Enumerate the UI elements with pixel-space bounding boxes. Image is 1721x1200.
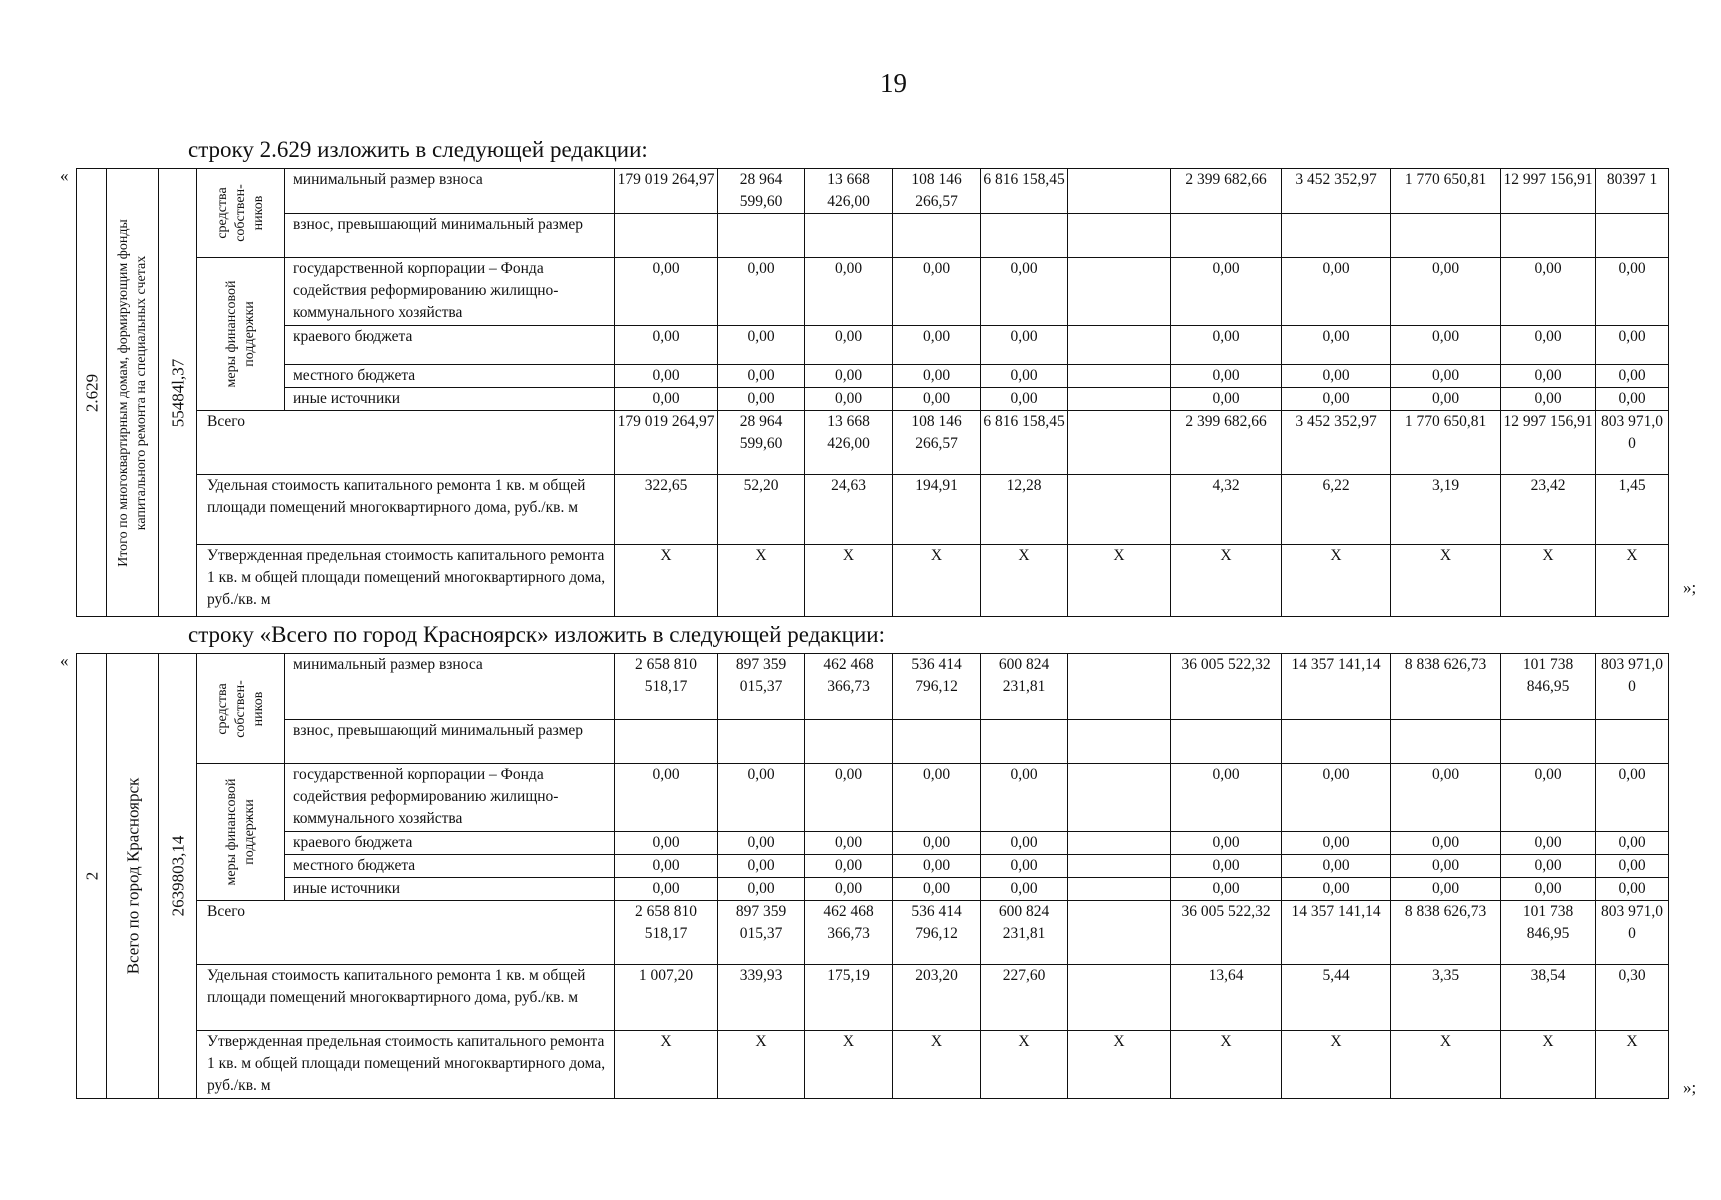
value-cell: 0,00 — [1501, 365, 1596, 388]
value-cell: X — [1391, 545, 1501, 617]
value-cell: 0,00 — [1282, 388, 1391, 411]
value-cell: 0,00 — [1171, 878, 1282, 901]
value-cell: X — [1391, 1031, 1501, 1099]
value-cell: 1,45 — [1596, 475, 1669, 545]
value-cell: 24,63 — [805, 475, 893, 545]
value-cell — [1068, 475, 1171, 545]
value-cell: 0,00 — [1391, 326, 1501, 365]
value-cell: 13 668 426,00 — [805, 411, 893, 475]
row-label: Удельная стоимость капитального ремонта 1 кв. м общей площади помещений многоквартирного дома, руб./кв. м — [197, 475, 615, 545]
section-instruction: строку 2.629 изложить в следующей редакции: — [188, 137, 648, 162]
value-cell — [718, 214, 805, 258]
value-cell: 0,00 — [893, 764, 981, 832]
row-code-cell — [77, 654, 107, 1099]
value-cell: 462 468 366,73 — [805, 901, 893, 965]
value-cell: 14 357 141,14 — [1282, 901, 1391, 965]
value-cell: 3,19 — [1391, 475, 1501, 545]
value-cell: 0,00 — [1391, 878, 1501, 901]
value-cell — [1068, 214, 1171, 258]
row-name: Всего по город Красноярск — [123, 777, 142, 975]
value-cell: 0,00 — [893, 365, 981, 388]
row-label: государственной корпорации – Фонда содействия реформированию жилищно-коммунального хозяйства — [285, 764, 615, 832]
value-cell: 8 838 626,73 — [1391, 654, 1501, 720]
value-cell: 0,00 — [1171, 326, 1282, 365]
value-cell: 4,32 — [1171, 475, 1282, 545]
area-cell — [159, 654, 197, 1099]
row-label: краевого бюджета — [285, 832, 615, 855]
value-cell: 0,00 — [1501, 832, 1596, 855]
value-cell: 28 964 599,60 — [718, 411, 805, 475]
row-label: иные источники — [285, 388, 615, 411]
table-row — [77, 388, 1669, 411]
value-cell: 897 359 015,37 — [718, 901, 805, 965]
value-cell: 0,00 — [893, 388, 981, 411]
value-cell: 536 414 796,12 — [893, 654, 981, 720]
value-cell: 462 468 366,73 — [805, 654, 893, 720]
value-cell: 0,00 — [893, 855, 981, 878]
value-cell: 0,00 — [981, 878, 1068, 901]
value-cell: 12 997 156,91 — [1501, 169, 1596, 214]
value-cell — [1068, 901, 1171, 965]
page-number: 19 — [880, 68, 907, 98]
value-cell: 0,30 — [1596, 965, 1669, 1031]
value-cell: 600 824 231,81 — [981, 654, 1068, 720]
value-cell: 0,00 — [1282, 365, 1391, 388]
value-cell: 1 007,20 — [615, 965, 718, 1031]
value-cell — [1068, 832, 1171, 855]
value-cell: 2 658 810 518,17 — [615, 901, 718, 965]
value-cell: 12,28 — [981, 475, 1068, 545]
value-cell: 0,00 — [1596, 326, 1669, 365]
value-cell: 1 770 650,81 — [1391, 169, 1501, 214]
value-cell: X — [981, 545, 1068, 617]
table-row — [77, 214, 1669, 258]
group-owners-label: средства собствен-ников — [214, 184, 266, 242]
value-cell — [1068, 365, 1171, 388]
row-label: минимальный размер взноса — [285, 654, 615, 720]
value-cell: X — [1282, 545, 1391, 617]
value-cell: 101 738 846,95 — [1501, 901, 1596, 965]
value-cell: 3,35 — [1391, 965, 1501, 1031]
value-cell: 0,00 — [718, 258, 805, 326]
row-name-cell — [107, 169, 159, 617]
value-cell — [615, 720, 718, 764]
value-cell: 0,00 — [805, 258, 893, 326]
value-cell: 194,91 — [893, 475, 981, 545]
value-cell: 600 824 231,81 — [981, 901, 1068, 965]
value-cell — [1391, 214, 1501, 258]
value-cell: 0,00 — [615, 878, 718, 901]
row-label: взнос, превышающий минимальный размер — [285, 720, 615, 764]
value-cell: X — [893, 1031, 981, 1099]
value-cell: 0,00 — [1596, 388, 1669, 411]
value-cell — [1501, 214, 1596, 258]
table-row — [77, 855, 1669, 878]
value-cell — [1068, 654, 1171, 720]
table-row — [77, 654, 1669, 720]
closing-quote: »; — [1683, 1078, 1697, 1097]
value-cell: 0,00 — [1501, 258, 1596, 326]
table-row — [77, 411, 1669, 475]
row-label: Удельная стоимость капитального ремонта 1 кв. м общей площади помещений многоквартирного дома, руб./кв. м — [197, 965, 615, 1031]
value-cell: 0,00 — [1501, 388, 1596, 411]
table-row — [77, 878, 1669, 901]
value-cell — [1171, 720, 1282, 764]
value-cell — [1068, 764, 1171, 832]
table-row — [77, 832, 1669, 855]
row-label: Всего — [197, 411, 615, 475]
value-cell: 108 146 266,57 — [893, 169, 981, 214]
value-cell: 36 005 522,32 — [1171, 901, 1282, 965]
table-row — [77, 1031, 1669, 1099]
row-code-cell — [77, 169, 107, 617]
value-cell — [1501, 720, 1596, 764]
value-cell: 0,00 — [1391, 764, 1501, 832]
value-cell: 13 668 426,00 — [805, 169, 893, 214]
value-cell — [1068, 169, 1171, 214]
value-cell: 1 770 650,81 — [1391, 411, 1501, 475]
value-cell: 803 971,0 0 — [1596, 901, 1669, 965]
value-cell: 536 414 796,12 — [893, 901, 981, 965]
value-cell — [1068, 258, 1171, 326]
value-cell: 0,00 — [981, 388, 1068, 411]
value-cell: 5,44 — [1282, 965, 1391, 1031]
value-cell: 227,60 — [981, 965, 1068, 1031]
value-cell — [893, 214, 981, 258]
row-name: Итого по многоквартирным домам, формирующим фонды капитального ремонта на специальных счетах — [115, 218, 149, 567]
value-cell: 36 005 522,32 — [1171, 654, 1282, 720]
value-cell: 108 146 266,57 — [893, 411, 981, 475]
total-area: 55484l,37 — [168, 358, 187, 427]
value-cell: 0,00 — [1596, 878, 1669, 901]
value-cell — [1282, 720, 1391, 764]
value-cell — [1282, 214, 1391, 258]
group-financial-support — [197, 764, 285, 901]
value-cell: X — [1501, 1031, 1596, 1099]
value-cell: 0,00 — [1171, 258, 1282, 326]
value-cell: X — [1171, 1031, 1282, 1099]
capital-repair-table — [76, 168, 1669, 617]
value-cell — [893, 720, 981, 764]
value-cell: 12 997 156,91 — [1501, 411, 1596, 475]
row-label: местного бюджета — [285, 365, 615, 388]
table-row — [77, 365, 1669, 388]
value-cell: X — [805, 545, 893, 617]
value-cell: 6 816 158,45 — [981, 169, 1068, 214]
value-cell: 8 838 626,73 — [1391, 901, 1501, 965]
value-cell: 0,00 — [718, 365, 805, 388]
value-cell: 0,00 — [805, 832, 893, 855]
value-cell: X — [615, 1031, 718, 1099]
value-cell: X — [1068, 1031, 1171, 1099]
value-cell — [718, 720, 805, 764]
value-cell: 0,00 — [1501, 764, 1596, 832]
value-cell: 0,00 — [1391, 832, 1501, 855]
capital-repair-table — [76, 653, 1669, 1099]
row-code: 2 — [82, 871, 101, 881]
value-cell: X — [718, 1031, 805, 1099]
value-cell: 0,00 — [1391, 258, 1501, 326]
value-cell: 0,00 — [1596, 764, 1669, 832]
value-cell: 0,00 — [718, 855, 805, 878]
value-cell: 0,00 — [1171, 855, 1282, 878]
value-cell — [615, 214, 718, 258]
row-label: взнос, превышающий минимальный размер — [285, 214, 615, 258]
value-cell: 2 399 682,66 — [1171, 169, 1282, 214]
value-cell: 0,00 — [1282, 855, 1391, 878]
value-cell — [1068, 411, 1171, 475]
value-cell: 0,00 — [1171, 388, 1282, 411]
value-cell: 0,00 — [615, 832, 718, 855]
value-cell: 0,00 — [615, 326, 718, 365]
value-cell: 0,00 — [893, 878, 981, 901]
value-cell: X — [1596, 1031, 1669, 1099]
row-label: Утвержденная предельная стоимость капитального ремонта 1 кв. м общей площади помещений многоквартирного дома, руб./кв. м — [197, 1031, 615, 1099]
value-cell: 0,00 — [1501, 855, 1596, 878]
value-cell: 0,00 — [805, 855, 893, 878]
value-cell: 0,00 — [615, 855, 718, 878]
value-cell — [1068, 855, 1171, 878]
value-cell: 0,00 — [1596, 365, 1669, 388]
value-cell: 0,00 — [981, 326, 1068, 365]
value-cell: 52,20 — [718, 475, 805, 545]
value-cell: 3 452 352,97 — [1282, 169, 1391, 214]
value-cell: 0,00 — [1501, 326, 1596, 365]
value-cell: 0,00 — [1391, 365, 1501, 388]
value-cell: 0,00 — [1282, 878, 1391, 901]
group-support-label: меры финансовой поддержки — [223, 280, 257, 388]
value-cell: 0,00 — [1391, 855, 1501, 878]
value-cell — [1596, 214, 1669, 258]
value-cell — [1596, 720, 1669, 764]
value-cell — [1068, 878, 1171, 901]
value-cell: 0,00 — [1391, 388, 1501, 411]
table-row — [77, 764, 1669, 832]
row-code: 2.629 — [82, 373, 101, 412]
value-cell: 6 816 158,45 — [981, 411, 1068, 475]
value-cell: 0,00 — [805, 326, 893, 365]
group-support-label: меры финансовой поддержки — [223, 778, 257, 886]
group-owners-funds — [197, 654, 285, 764]
table-row — [77, 720, 1669, 764]
value-cell: 203,20 — [893, 965, 981, 1031]
value-cell: 339,93 — [718, 965, 805, 1031]
value-cell: 23,42 — [1501, 475, 1596, 545]
value-cell: 2 658 810 518,17 — [615, 654, 718, 720]
value-cell: 0,00 — [615, 388, 718, 411]
table-row — [77, 545, 1669, 617]
value-cell: 0,00 — [718, 878, 805, 901]
value-cell: 0,00 — [1282, 258, 1391, 326]
value-cell — [1068, 965, 1171, 1031]
value-cell: 0,00 — [718, 764, 805, 832]
value-cell: X — [1501, 545, 1596, 617]
value-cell: 175,19 — [805, 965, 893, 1031]
value-cell: 0,00 — [805, 388, 893, 411]
value-cell: X — [1282, 1031, 1391, 1099]
section-instruction: строку «Всего по город Красноярск» изложить в следующей редакции: — [188, 622, 885, 647]
value-cell: X — [893, 545, 981, 617]
value-cell: 0,00 — [1171, 764, 1282, 832]
table-row — [77, 169, 1669, 214]
value-cell — [805, 720, 893, 764]
value-cell: 0,00 — [893, 258, 981, 326]
value-cell: 13,64 — [1171, 965, 1282, 1031]
value-cell: 897 359 015,37 — [718, 654, 805, 720]
value-cell: 0,00 — [718, 832, 805, 855]
value-cell: 179 019 264,97 — [615, 411, 718, 475]
value-cell: 0,00 — [1282, 326, 1391, 365]
row-label: Утвержденная предельная стоимость капитального ремонта 1 кв. м общей площади помещений многоквартирного дома, руб./кв. м — [197, 545, 615, 617]
value-cell: 0,00 — [1282, 832, 1391, 855]
value-cell: 3 452 352,97 — [1282, 411, 1391, 475]
value-cell: X — [1596, 545, 1669, 617]
table-row — [77, 475, 1669, 545]
table-row — [77, 326, 1669, 365]
value-cell: 38,54 — [1501, 965, 1596, 1031]
value-cell: X — [718, 545, 805, 617]
value-cell: 0,00 — [805, 365, 893, 388]
row-label: краевого бюджета — [285, 326, 615, 365]
area-cell — [159, 169, 197, 617]
table-row — [77, 901, 1669, 965]
row-name-cell — [107, 654, 159, 1099]
value-cell: 101 738 846,95 — [1501, 654, 1596, 720]
value-cell: 0,00 — [981, 258, 1068, 326]
opening-quote: « — [60, 651, 69, 670]
group-owners-label: средства собствен-ников — [214, 679, 266, 738]
row-label: минимальный размер взноса — [285, 169, 615, 214]
row-label: местного бюджета — [285, 855, 615, 878]
value-cell: 0,00 — [981, 365, 1068, 388]
value-cell: 0,00 — [718, 326, 805, 365]
closing-quote: »; — [1683, 578, 1697, 597]
value-cell — [1171, 214, 1282, 258]
value-cell: 0,00 — [1282, 764, 1391, 832]
row-label: Всего — [197, 901, 615, 965]
group-financial-support — [197, 258, 285, 411]
value-cell: 0,00 — [615, 764, 718, 832]
group-owners-funds — [197, 169, 285, 258]
value-cell — [1068, 720, 1171, 764]
value-cell: X — [1171, 545, 1282, 617]
value-cell: 6,22 — [1282, 475, 1391, 545]
row-label: государственной корпорации – Фонда содействия реформированию жилищно-коммунального хозяйства — [285, 258, 615, 326]
value-cell: 0,00 — [718, 388, 805, 411]
value-cell: 0,00 — [1501, 878, 1596, 901]
value-cell: 0,00 — [981, 855, 1068, 878]
value-cell: 0,00 — [893, 326, 981, 365]
value-cell: X — [805, 1031, 893, 1099]
table-row — [77, 258, 1669, 326]
value-cell: 0,00 — [1596, 855, 1669, 878]
value-cell: 0,00 — [1596, 832, 1669, 855]
value-cell — [805, 214, 893, 258]
value-cell — [1391, 720, 1501, 764]
value-cell: 0,00 — [981, 832, 1068, 855]
value-cell: 28 964 599,60 — [718, 169, 805, 214]
value-cell: X — [615, 545, 718, 617]
value-cell: 0,00 — [893, 832, 981, 855]
value-cell: 0,00 — [805, 764, 893, 832]
value-cell — [981, 214, 1068, 258]
value-cell: 0,00 — [981, 764, 1068, 832]
value-cell: 80397 1 — [1596, 169, 1669, 214]
opening-quote: « — [60, 166, 69, 185]
value-cell: 803 971,0 0 — [1596, 411, 1669, 475]
value-cell: 0,00 — [1171, 832, 1282, 855]
value-cell: X — [981, 1031, 1068, 1099]
total-area: 2639803,14 — [168, 835, 187, 917]
value-cell — [1068, 388, 1171, 411]
value-cell: 0,00 — [615, 365, 718, 388]
value-cell: 0,00 — [1596, 258, 1669, 326]
value-cell: 0,00 — [805, 878, 893, 901]
value-cell: 803 971,0 0 — [1596, 654, 1669, 720]
row-label: иные источники — [285, 878, 615, 901]
value-cell: 322,65 — [615, 475, 718, 545]
value-cell — [1068, 326, 1171, 365]
table-row — [77, 965, 1669, 1031]
value-cell: 0,00 — [1171, 365, 1282, 388]
value-cell: X — [1068, 545, 1171, 617]
value-cell: 14 357 141,14 — [1282, 654, 1391, 720]
value-cell — [981, 720, 1068, 764]
value-cell: 2 399 682,66 — [1171, 411, 1282, 475]
value-cell: 0,00 — [615, 258, 718, 326]
value-cell: 179 019 264,97 — [615, 169, 718, 214]
